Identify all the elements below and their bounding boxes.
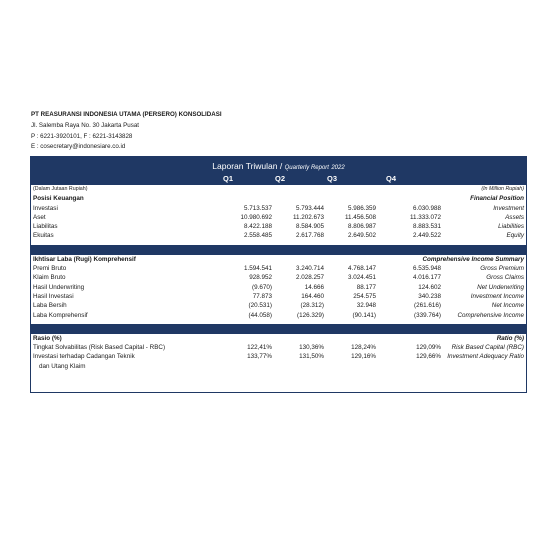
units-label-id: (Dalam Jutaan Rupiah) bbox=[33, 186, 88, 192]
report-title-id: Laporan Triwulan / bbox=[212, 161, 283, 171]
row-label: Hasil Investasi bbox=[33, 292, 74, 300]
section-title-en: Financial Position bbox=[470, 195, 524, 203]
cell-q4: 129,09% bbox=[416, 344, 441, 352]
table-row-continuation bbox=[31, 362, 526, 371]
cell-q3: 88.177 bbox=[356, 283, 376, 291]
cell-q4: 2.449.522 bbox=[412, 232, 441, 240]
column-header-q4: Q4 bbox=[385, 174, 396, 183]
cell-q4: (339.764) bbox=[414, 311, 441, 319]
cell-q4: 129,66% bbox=[416, 353, 441, 361]
row-label-en: Net Underwriting bbox=[477, 283, 524, 291]
row-label: Liabilitas bbox=[33, 223, 58, 231]
cell-q2: (126.329) bbox=[297, 311, 324, 319]
row-label-en: Investment bbox=[493, 204, 524, 212]
company-email: E : cosecretary@indonesiare.co.id bbox=[31, 143, 126, 151]
cell-q2: 164.460 bbox=[301, 292, 324, 300]
column-header-q3: Q3 bbox=[326, 174, 337, 183]
cell-q4: 124.602 bbox=[418, 283, 441, 291]
cell-q1: 8.422.188 bbox=[243, 223, 272, 231]
table-row bbox=[31, 283, 526, 292]
cell-q1: 5.713.537 bbox=[243, 204, 272, 212]
cell-q3: 129,16% bbox=[351, 353, 376, 361]
cell-q2: 14.666 bbox=[304, 283, 324, 291]
section-divider bbox=[31, 245, 526, 255]
cell-q4: 6.535.948 bbox=[412, 265, 441, 273]
section-title-en: Ratio (%) bbox=[496, 334, 524, 342]
table-row bbox=[31, 213, 526, 222]
column-header-q2: Q2 bbox=[274, 174, 285, 183]
section-divider bbox=[31, 324, 526, 334]
row-label-en: Gross Claims bbox=[486, 274, 524, 282]
table-row bbox=[31, 264, 526, 273]
cell-q3: 8.806.987 bbox=[347, 223, 376, 231]
cell-q3: 32.948 bbox=[356, 302, 376, 310]
cell-q1: 10.980.692 bbox=[240, 213, 272, 221]
row-label: Hasil Underwriting bbox=[33, 283, 85, 291]
row-label: Ekuitas bbox=[33, 232, 54, 240]
table-row bbox=[31, 311, 526, 320]
table-row bbox=[31, 222, 526, 231]
cell-q1: (9.670) bbox=[252, 283, 272, 291]
section-title-en: Comprehensive Income Summary bbox=[422, 255, 524, 263]
report-year: 2022 bbox=[331, 165, 345, 171]
row-label-continued: dan Utang Klaim bbox=[39, 362, 86, 370]
company-info bbox=[31, 110, 222, 153]
report-title-en: Quarterly Report bbox=[284, 165, 329, 171]
cell-q3: (90.141) bbox=[352, 311, 376, 319]
row-label: Aset bbox=[33, 213, 46, 221]
table-row bbox=[31, 231, 526, 240]
row-label: Tingkat Solvabilitas (Risk Based Capital - RBC) bbox=[33, 344, 166, 352]
cell-q2: 2.028.257 bbox=[295, 274, 324, 282]
cell-q1: 928.952 bbox=[249, 274, 272, 282]
ratio-rows bbox=[31, 343, 526, 371]
cell-q3: 5.986.359 bbox=[347, 204, 376, 212]
cell-q1: (44.058) bbox=[248, 311, 272, 319]
row-label-en: Net Income bbox=[491, 302, 524, 310]
income-header bbox=[31, 255, 526, 264]
cell-q3: 4.768.147 bbox=[347, 265, 376, 273]
units-row bbox=[31, 185, 526, 194]
cell-q2: (28.312) bbox=[300, 302, 324, 310]
cell-q3: 254.575 bbox=[353, 292, 376, 300]
cell-q2: 3.240.714 bbox=[295, 265, 324, 273]
cell-q2: 130,36% bbox=[299, 344, 324, 352]
table-row bbox=[31, 204, 526, 213]
cell-q4: 340.238 bbox=[418, 292, 441, 300]
cell-q2: 5.793.444 bbox=[295, 204, 324, 212]
row-label-en: Assets bbox=[505, 213, 524, 221]
cell-q1: 1.594.541 bbox=[243, 265, 272, 273]
financial-position-rows bbox=[31, 204, 526, 241]
cell-q1: 122,41% bbox=[247, 344, 272, 352]
units-label-en: (In Million Rupiah) bbox=[481, 186, 524, 192]
row-label: Laba Bersih bbox=[33, 302, 67, 310]
section-title: Posisi Keuangan bbox=[33, 195, 84, 203]
row-label-en: Comprehensive Income bbox=[457, 311, 524, 319]
cell-q2: 8.584.905 bbox=[295, 223, 324, 231]
company-address: Jl. Salemba Raya No. 30 Jakarta Pusat bbox=[31, 121, 139, 129]
row-label: Investasi bbox=[33, 204, 58, 212]
cell-q3: 2.649.502 bbox=[347, 232, 376, 240]
cell-q2: 131,50% bbox=[299, 353, 324, 361]
cell-q3: 11.456.508 bbox=[344, 213, 376, 221]
table-row bbox=[31, 273, 526, 282]
cell-q3: 128,24% bbox=[351, 344, 376, 352]
cell-q1: (20.531) bbox=[248, 302, 272, 310]
cell-q1: 77.873 bbox=[252, 292, 272, 300]
row-label-en: Risk Based Capital (RBC) bbox=[451, 344, 524, 352]
report-title bbox=[31, 161, 526, 171]
cell-q4: 6.030.988 bbox=[412, 204, 441, 212]
cell-q4: 11.333.072 bbox=[409, 213, 441, 221]
row-label: Klaim Bruto bbox=[33, 274, 66, 282]
row-label-en: Gross Premium bbox=[480, 265, 524, 273]
row-label-en: Investment Income bbox=[470, 292, 524, 300]
income-rows bbox=[31, 264, 526, 320]
cell-q4: 4.016.177 bbox=[412, 274, 441, 282]
column-header-q1: Q1 bbox=[222, 174, 233, 183]
row-label-en: Equity bbox=[506, 232, 524, 240]
section-title: Ikhtisar Laba (Rugi) Komprehensif bbox=[33, 255, 136, 263]
cell-q1: 2.558.485 bbox=[243, 232, 272, 240]
financial-position-header bbox=[31, 194, 526, 203]
company-name: PT REASURANSI INDONESIA UTAMA (PERSERO) KONSOLIDASI bbox=[31, 111, 222, 118]
cell-q4: 8.883.531 bbox=[412, 223, 441, 231]
cell-q2: 11.202.673 bbox=[292, 213, 324, 221]
company-phone: P : 6221-3920101, F : 6221-3143828 bbox=[31, 132, 133, 140]
row-label: Investasi terhadap Cadangan Teknik bbox=[33, 353, 135, 361]
cell-q1: 133,77% bbox=[247, 353, 272, 361]
row-label: Premi Bruto bbox=[33, 265, 67, 273]
cell-q2: 2.617.768 bbox=[295, 232, 324, 240]
section-title: Rasio (%) bbox=[33, 334, 62, 342]
cell-q3: 3.024.451 bbox=[347, 274, 376, 282]
cell-q4: (261.616) bbox=[414, 302, 441, 310]
ratio-header bbox=[31, 334, 526, 343]
row-label: Laba Komprehensif bbox=[33, 311, 88, 319]
table-row bbox=[31, 292, 526, 301]
table-row bbox=[31, 301, 526, 310]
quarterly-report-table bbox=[30, 156, 527, 393]
row-label-en: Investment Adequacy Ratio bbox=[447, 353, 524, 361]
report-header bbox=[31, 157, 526, 185]
table-row bbox=[31, 352, 526, 361]
table-row bbox=[31, 343, 526, 352]
row-label-en: Liabilities bbox=[498, 223, 524, 231]
